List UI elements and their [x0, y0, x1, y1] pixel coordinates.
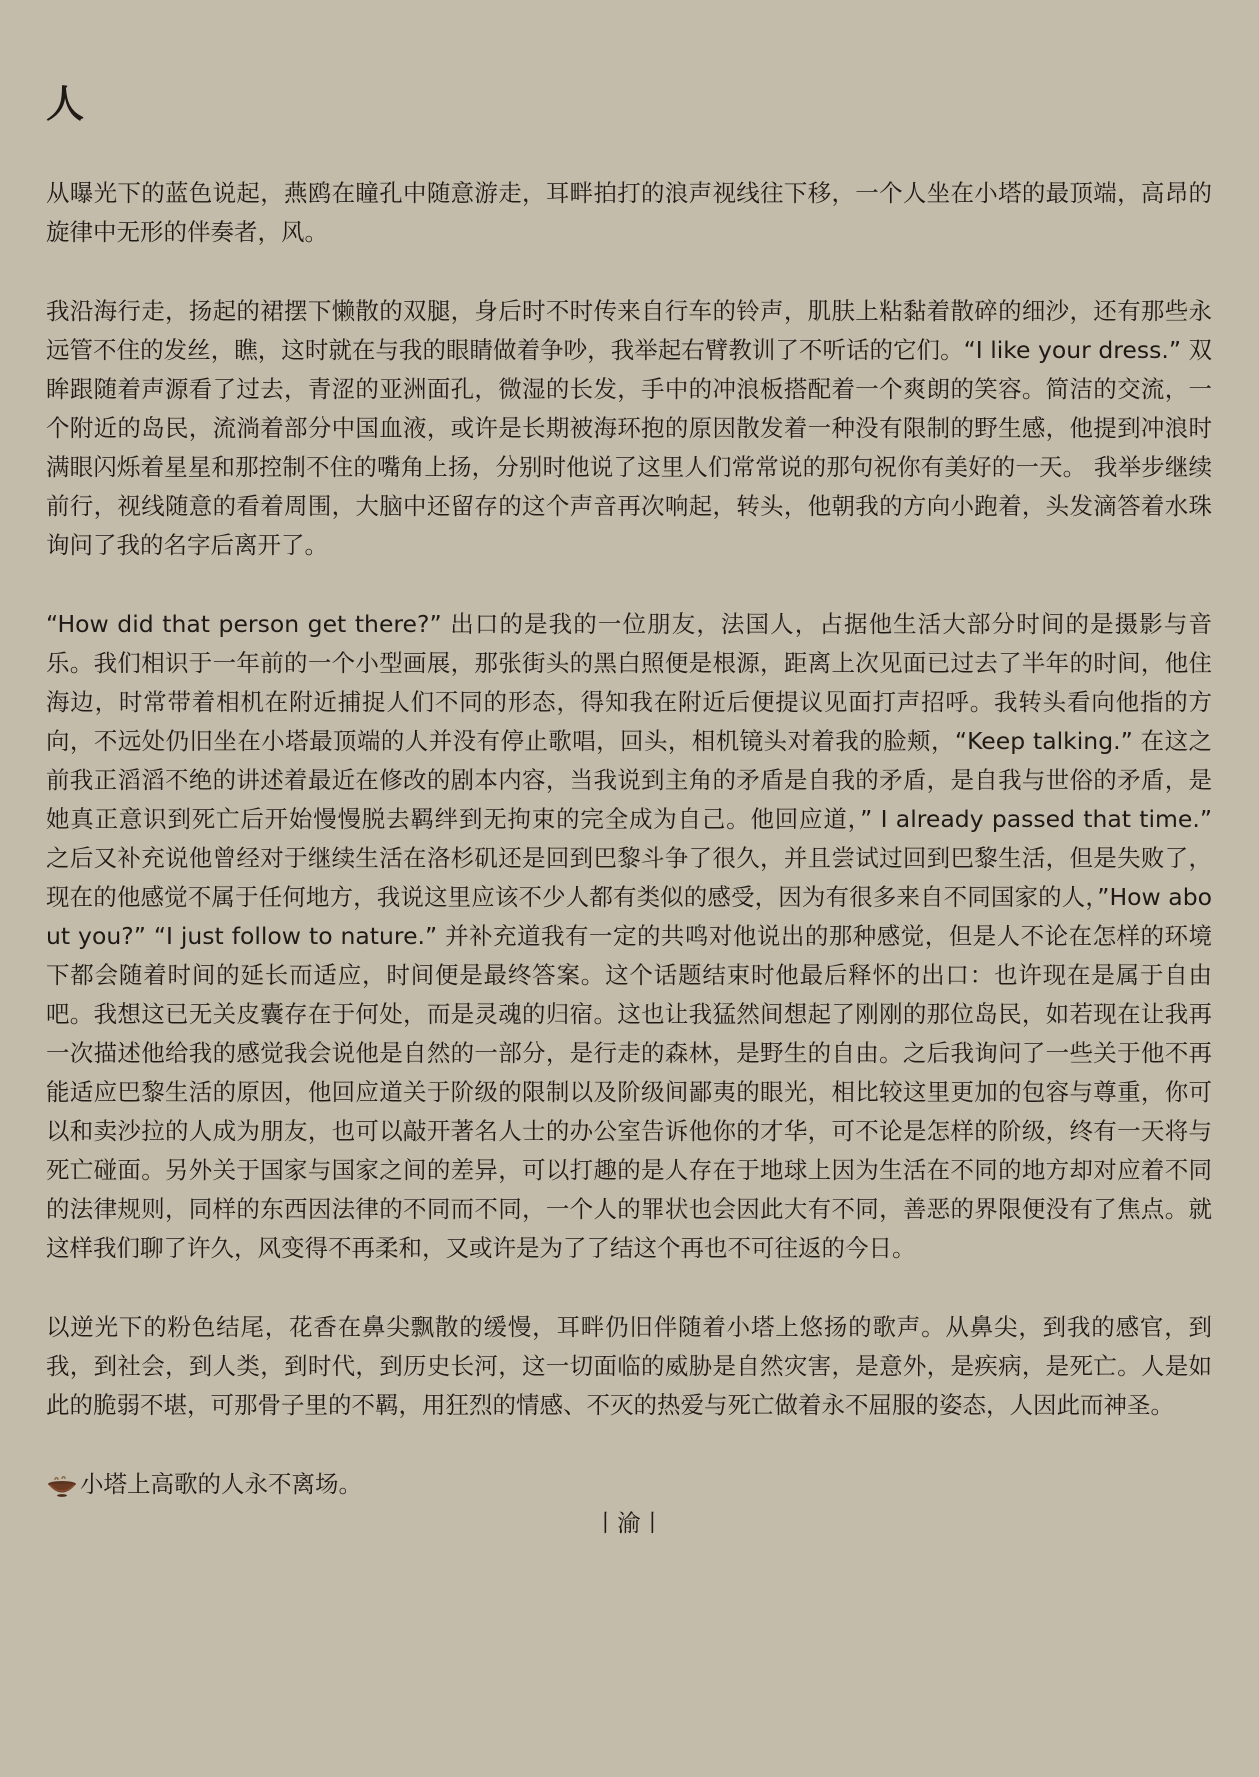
paragraph-1: 从曝光下的蓝色说起，燕鸥在瞳孔中随意游走，耳畔拍打的浪声视线往下移，一个人坐在小塔的最顶端，高昂的旋律中无形的伴奏者，风。 [46, 179, 1212, 246]
paragraph-2: 我沿海行走，扬起的裙摆下懒散的双腿，身后时不时传来自行车的铃声，肌肤上粘黏着散碎的细沙，还有那些永远管不住的发丝，瞧，这时就在与我的眼睛做着争吵，我举起右臂教训了不听话的它们。“I like your dress.” 双眸跟随着声源看了过去，青涩的亚洲面孔，微湿的长发，手中的冲浪板搭配着一个爽朗的笑容。简洁的交流，一个附近的岛民，流淌着部分中国血液，或许是长期被海环抱的原因散发着一种没有限制的野生感，他提到冲浪时满眼闪烁着星星和那控制不住的嘴角上扬，分别时他说了这里人们常常说的那句祝你有美好的一天。 我举步继续前行，视线随意的看着周围，大脑中还留存的这个声音再次响起，转头，他朝我的方向小跑着，头发滴答着水珠询问了我的名字后离开了。 [46, 297, 1212, 559]
paragraph-4: 以逆光下的粉色结尾，花香在鼻尖飘散的缓慢，耳畔仍旧伴随着小塔上悠扬的歌声。从鼻尖，到我的感官，到我，到社会，到人类，到时代，到历史长河，这一切面临的威胁是自然灾害，是意外，是疾病，是死亡。人是如此的脆弱不堪，可那骨子里的不羁，用狂烈的情感、不灭的热爱与死亡做着永不屈服的姿态，人因此而神圣。 [46, 1313, 1212, 1419]
closing-line-container [46, 1465, 1212, 1504]
article-title: 人 [46, 82, 86, 126]
closing-line: 小塔上高歌的人永不离场。 [80, 1470, 362, 1498]
signature: 丨渝丨 [593, 1509, 665, 1537]
bowl-icon [46, 1471, 78, 1499]
article [46, 78, 1212, 1543]
paragraph-3: “How did that person get there?” 出口的是我的一位朋友，法国人，占据他生活大部分时间的是摄影与音乐。我们相识于一年前的一个小型画展，那张街头的黑白照便是根源，距离上次见面已过去了半年的时间，他住海边，时常带着相机在附近捕捉人们不同的形态，得知我在附近后便提议见面打声招呼。我转头看向他指的方向，不远处仍旧坐在小塔最顶端的人并没有停止歌唱，回头，相机镜头对着我的脸颊，“Keep talking.” 在这之前我正滔滔不绝的讲述着最近在修改的剧本内容，当我说到主角的矛盾是自我的矛盾，是自我与世俗的矛盾，是她真正意识到死亡后开始慢慢脱去羁绊到无拘束的完全成为自己。他回应道，” I already passed that time.” 之后又补充说他曾经对于继续生活在洛杉矶还是回到巴黎斗争了很久，并且尝试过回到巴黎生活，但是失败了，现在的他感觉不属于任何地方，我说这里应该不少人都有类似的感受，因为有很多来自不同国家的人，”How about you?” “I just follow to nature.” 并补充道我有一定的共鸣对他说出的那种感觉，但是人不论在怎样的环境下都会随着时间的延长而适应，时间便是最终答案。这个话题结束时他最后释怀的出口：也许现在是属于自由吧。我想这已无关皮囊存在于何处，而是灵魂的归宿。这也让我猛然间想起了刚刚的那位岛民，如若现在让我再一次描述他给我的感觉我会说他是自然的一部分，是行走的森林，是野生的自由。之后我询问了一些关于他不再能适应巴黎生活的原因，他回应道关于阶级的限制以及阶级间鄙夷的眼光，相比较这里更加的包容与尊重，你可以和卖沙拉的人成为朋友，也可以敲开著名人士的办公室告诉他你的才华，可不论是怎样的阶级，终有一天将与死亡碰面。另外关于国家与国家之间的差异，可以打趣的是人存在于地球上因为生活在不同的地方却对应着不同的法律规则，同样的东西因法律的不同而不同，一个人的罪状也会因此大有不同，善恶的界限便没有了焦点。就这样我们聊了许久，风变得不再柔和，又或许是为了了结这个再也不可往返的今日。 [46, 610, 1212, 1262]
